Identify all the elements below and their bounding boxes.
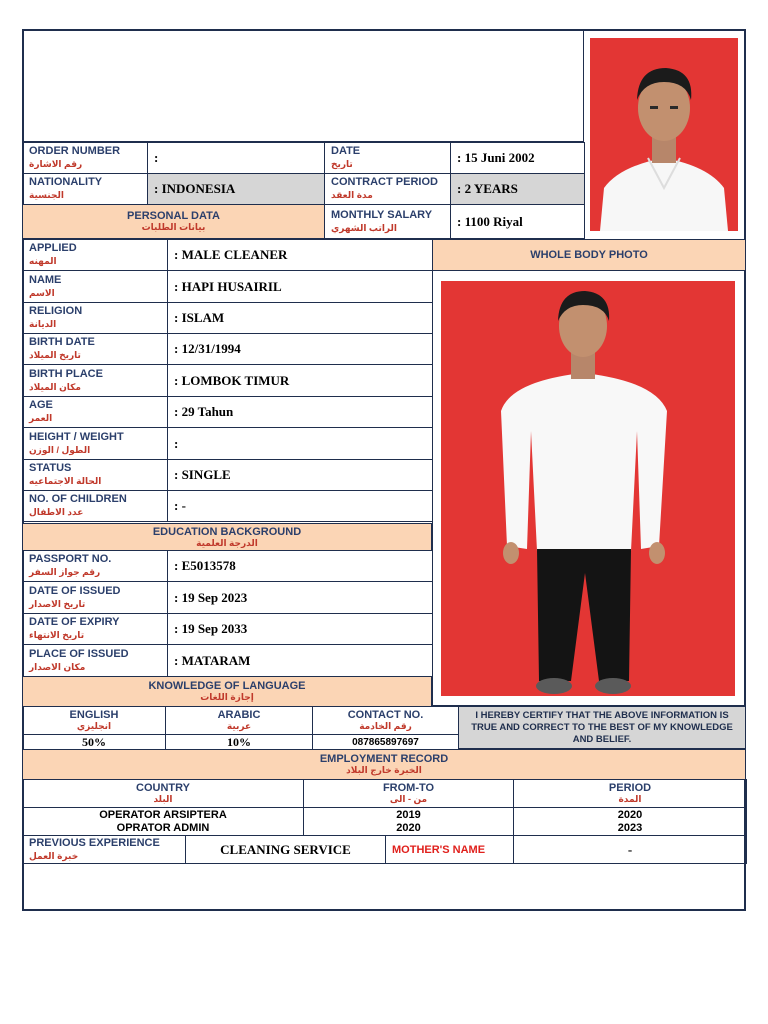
table-row [23, 551, 433, 582]
table-row [23, 365, 433, 397]
previous-experience-label: PREVIOUS EXPERIENCE خبرة العمل [23, 836, 186, 864]
contact-no-value: 087865897697 [313, 735, 459, 751]
nationality-label: NATIONALITY الجنسية [23, 174, 148, 205]
whole-body-photo [441, 281, 735, 696]
field-value: : 12/31/1994 [168, 334, 433, 365]
header-table [22, 142, 585, 239]
field-value: : ISLAM [168, 303, 433, 334]
english-value: 50% [23, 735, 166, 751]
table-row [23, 397, 433, 428]
field-label: PASSPORT NO. رقم جواز السفر [23, 551, 168, 582]
order-number-label: ORDER NUMBER رقم الاشارة [23, 143, 148, 174]
table-row [23, 808, 747, 836]
field-label: APPLIED المهنه [23, 240, 168, 271]
field-value: : MATARAM [168, 645, 433, 677]
personal-data-header: PERSONAL DATA بيانات الطلبات [23, 205, 325, 239]
field-label: RELIGION الديانة [23, 303, 168, 334]
employment-table [22, 779, 747, 836]
passport-photo [590, 38, 738, 231]
language-table [22, 706, 459, 751]
field-label: STATUS الحالة الاجتماعيه [23, 460, 168, 491]
field-label: DATE OF ISSUED تاريخ الاصدار [23, 582, 168, 614]
contract-period-value: : 2 YEARS [451, 174, 585, 205]
table-row [23, 645, 433, 677]
field-value: : MALE CLEANER [168, 240, 433, 271]
monthly-salary-label: MONTHLY SALARY الراتب الشهري [325, 205, 451, 239]
english-label: ENGLISH انجليزي [23, 707, 166, 735]
field-value: : 19 Sep 2033 [168, 614, 433, 645]
education-background-header: EDUCATION BACKGROUND الدرجة العلمية [23, 524, 432, 551]
table-row [23, 240, 433, 271]
employment-header-table [22, 749, 746, 780]
field-value: : LOMBOK TIMUR [168, 365, 433, 397]
mothers-name-value: - [514, 836, 747, 864]
table-row [23, 271, 433, 303]
contact-no-label: CONTACT NO. رقم الخادمة [313, 707, 459, 735]
table-row [23, 491, 433, 522]
field-label: NAME الاسم [23, 271, 168, 303]
education-table [22, 523, 432, 551]
table-row [23, 334, 433, 365]
arabic-value: 10% [166, 735, 313, 751]
nationality-value: : INDONESIA [148, 174, 325, 205]
language-header-table [22, 676, 432, 707]
field-label: DATE OF EXPIRY تاريخ الانتهاء [23, 614, 168, 645]
field-label: BIRTH DATE تاريخ الميلاد [23, 334, 168, 365]
field-label: HEIGHT / WEIGHT الطول / الوزن [23, 428, 168, 460]
employment-period-cell: 2020 2023 [514, 808, 747, 836]
from-to-column-header: FROM-TO من - الى [304, 780, 514, 808]
field-value: : 29 Tahun [168, 397, 433, 428]
field-value: : [168, 428, 433, 460]
field-label: AGE العمر [23, 397, 168, 428]
table-row [23, 460, 433, 491]
passport-table [22, 550, 433, 677]
field-label: BIRTH PLACE مكان الميلاد [23, 365, 168, 397]
certification-statement: I HEREBY CERTIFY THAT THE ABOVE INFORMATION IS TRUE AND CORRECT TO THE BEST OF MY KNOWLEDGE AND BELIEF. [458, 706, 746, 749]
field-label: PLACE OF ISSUED مكان الاصدار [23, 645, 168, 677]
monthly-salary-value: : 1100 Riyal [451, 205, 585, 239]
knowledge-of-language-header: KNOWLEDGE OF LANGUAGE إجازة اللغات [23, 677, 432, 707]
order-number-value: : [148, 143, 325, 174]
table-row [23, 614, 433, 645]
mothers-name-label: MOTHER'S NAME [386, 836, 514, 864]
table-row [23, 303, 433, 334]
field-value: : HAPI HUSAIRIL [168, 271, 433, 303]
arabic-label: ARABIC عربية [166, 707, 313, 735]
whole-body-photo-label: WHOLE BODY PHOTO [433, 240, 746, 271]
field-value: : 19 Sep 2023 [168, 582, 433, 614]
employment-from-cell: 2019 2020 [304, 808, 514, 836]
previous-experience-table [22, 835, 747, 864]
field-value: : E5013578 [168, 551, 433, 582]
period-column-header: PERIOD المدة [514, 780, 747, 808]
personal-data-table [22, 239, 433, 522]
field-value: : - [168, 491, 433, 522]
previous-experience-value: CLEANING SERVICE [186, 836, 386, 864]
field-value: : SINGLE [168, 460, 433, 491]
date-value: : 15 Juni 2002 [451, 143, 585, 174]
employment-record-header: EMPLOYMENT RECORD الخبرة خارج البلاد [23, 750, 746, 780]
employment-country-cell: OPERATOR ARSIPTERA OPRATOR ADMIN [23, 808, 304, 836]
field-label: NO. OF CHILDREN عدد الاطفال [23, 491, 168, 522]
table-row [23, 582, 433, 614]
country-column-header: COUNTRY البلد [23, 780, 304, 808]
date-label: DATE تاريخ [325, 143, 451, 174]
header-blank-area [22, 29, 584, 142]
table-row [23, 428, 433, 460]
contract-period-label: CONTRACT PERIOD مدة العقد [325, 174, 451, 205]
whole-body-label-table [432, 239, 746, 271]
